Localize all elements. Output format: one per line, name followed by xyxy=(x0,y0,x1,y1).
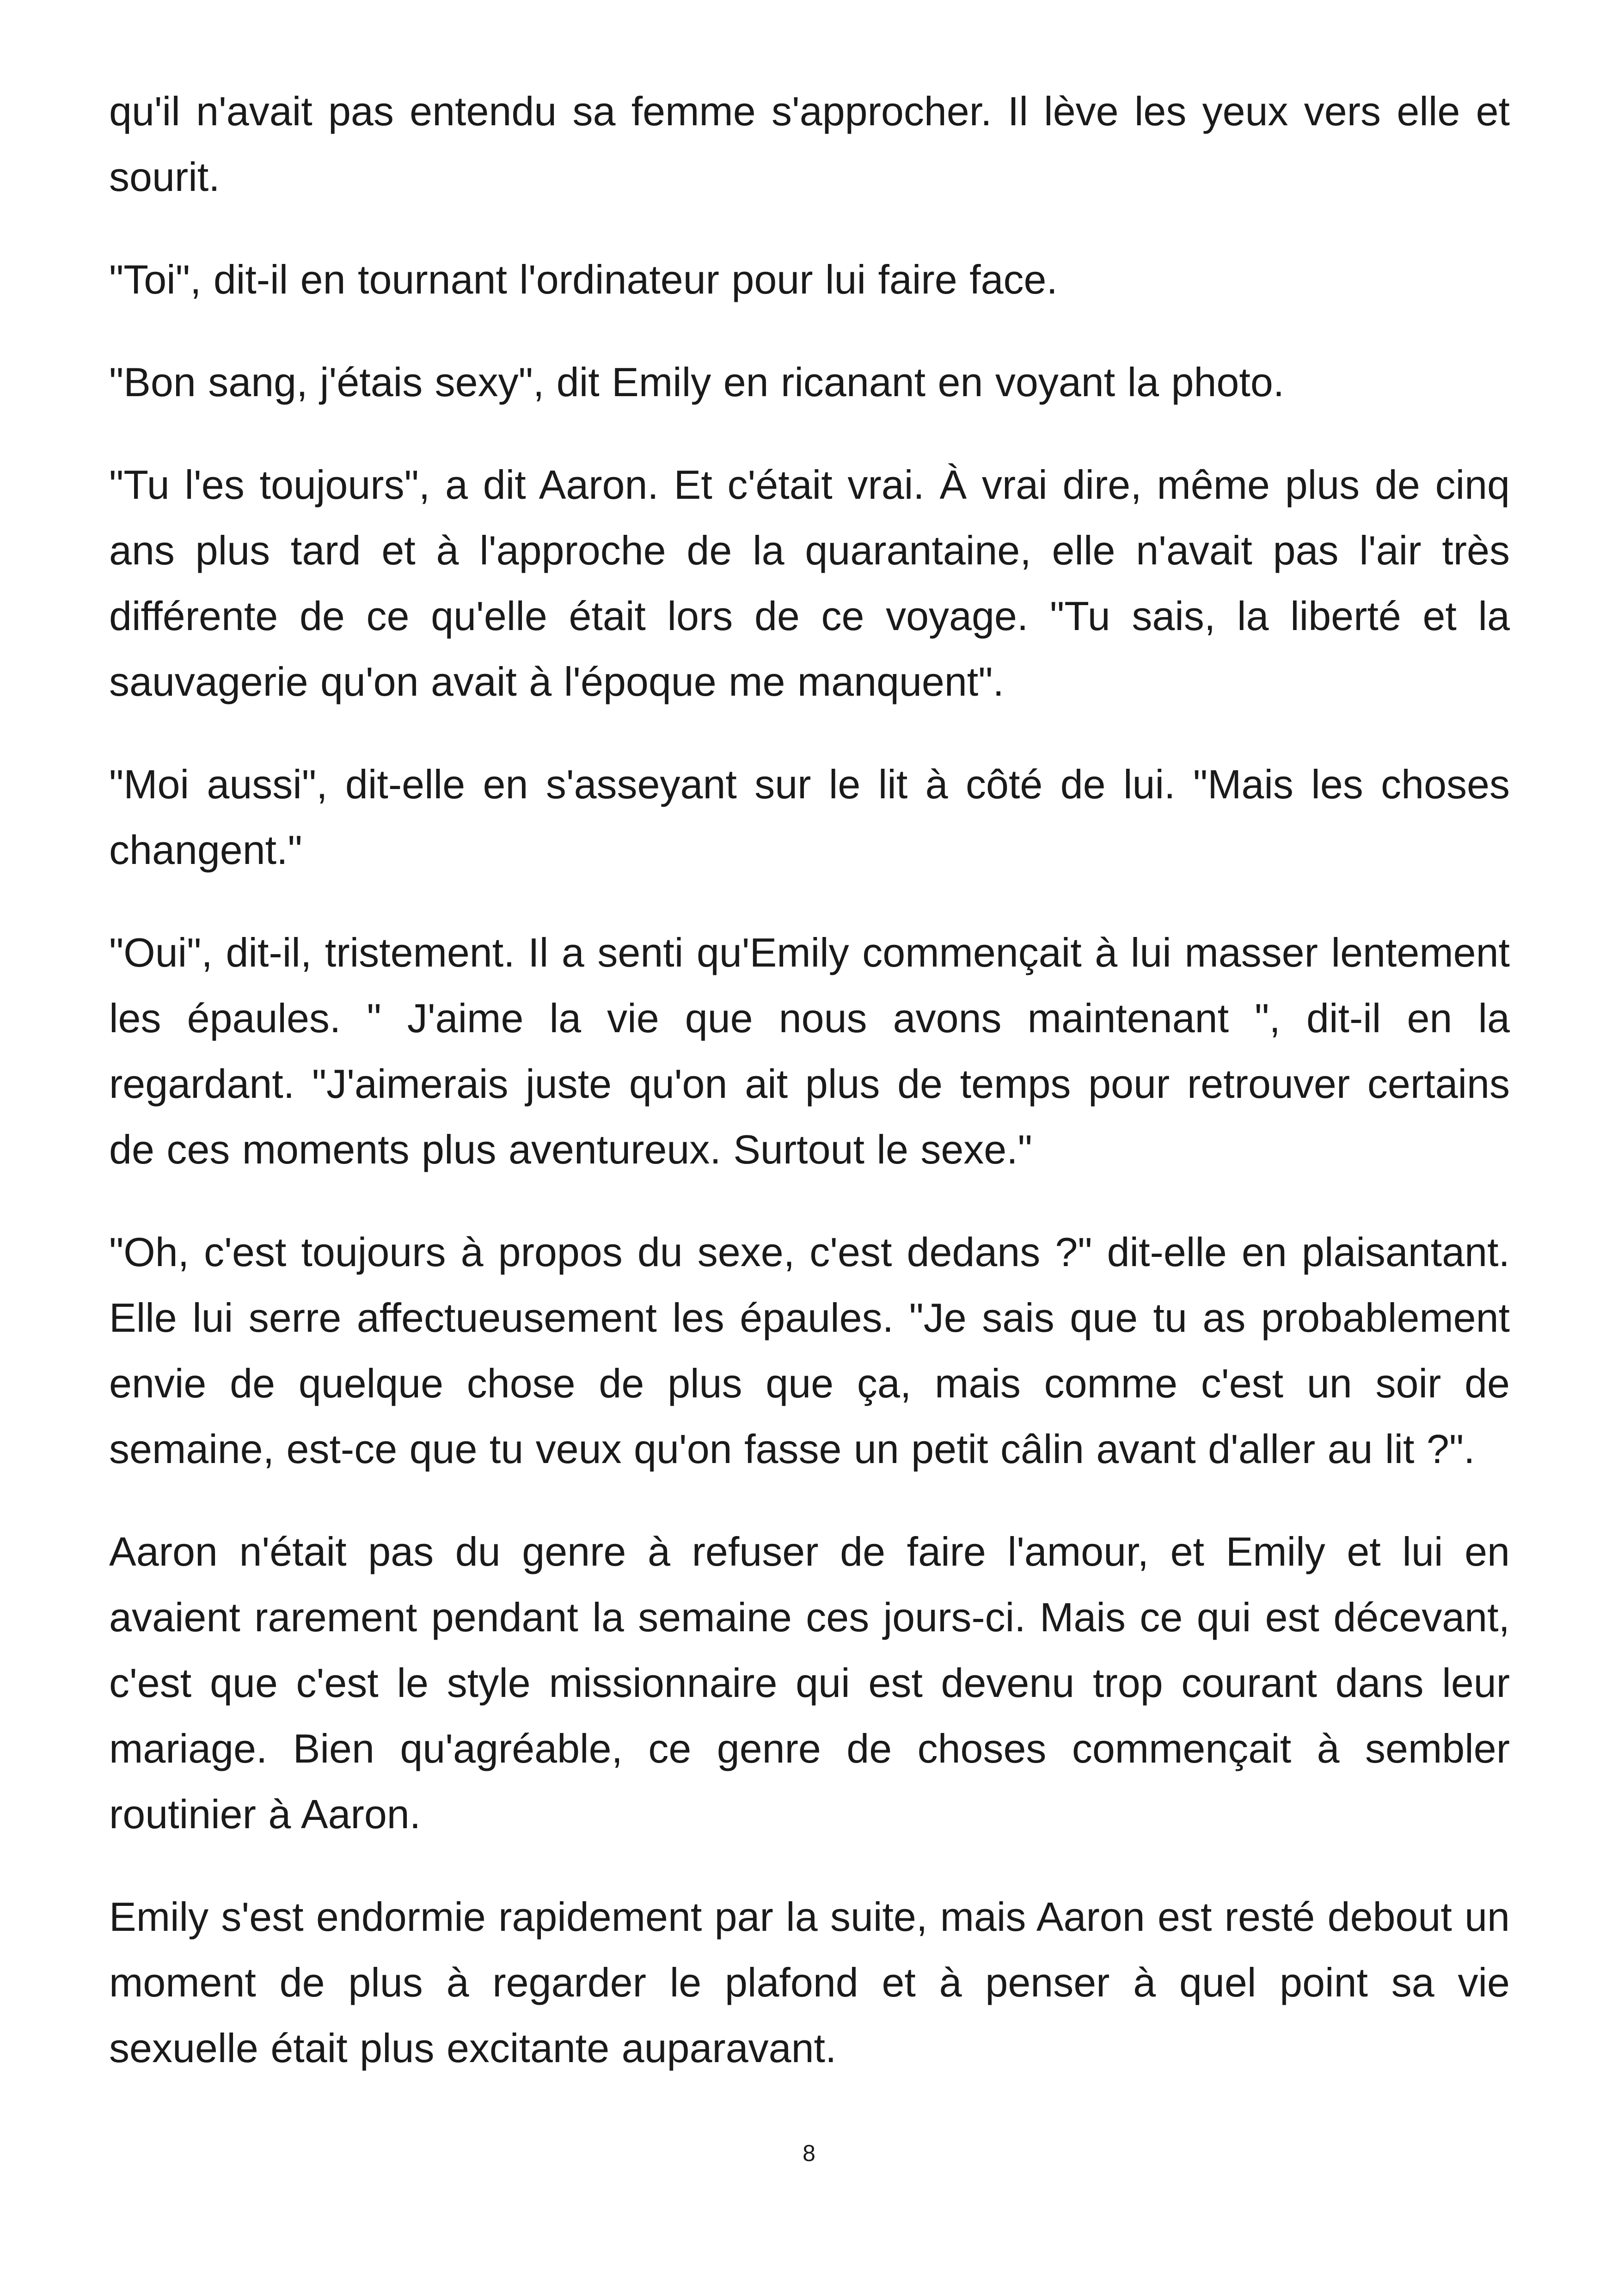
paragraph: "Oh, c'est toujours à propos du sexe, c'est dedans ?" dit-elle en plaisantant. Elle lui serre affectueusement les épaules. "Je sais que tu as probablement envie de quelque chose de plus que ça, mais comme c'est un soir de semaine, est-ce que tu veux qu'on fasse un petit câlin avant d'aller au lit ?". xyxy=(109,1229,1510,1472)
paragraph: "Toi", dit-il en tournant l'ordinateur pour lui faire face. xyxy=(109,257,1058,302)
page-body xyxy=(109,79,1510,2118)
paragraph: "Bon sang, j'étais sexy", dit Emily en ricanant en voyant la photo. xyxy=(109,359,1285,405)
paragraph: qu'il n'avait pas entendu sa femme s'approcher. Il lève les yeux vers elle et sourit. xyxy=(109,88,1510,200)
page-number: 8 xyxy=(803,2140,815,2166)
paragraph: "Oui", dit-il, tristement. Il a senti qu'Emily commençait à lui masser lentement les épaules. " J'aime la vie que nous avons maintenant ", dit-il en la regardant. "J'aimerais juste qu'on ait plus de temps pour retrouver certains de ces moments plus aventureux. Surtout le sexe." xyxy=(109,930,1510,1172)
paragraph: "Moi aussi", dit-elle en s'asseyant sur le lit à côté de lui. "Mais les choses changent." xyxy=(109,761,1510,873)
paragraph: Aaron n'était pas du genre à refuser de faire l'amour, et Emily et lui en avaient rarement pendant la semaine ces jours-ci. Mais ce qui est décevant, c'est que c'est le style missionnaire qui est devenu trop courant dans leur mariage. Bien qu'agréable, ce genre de choses commençait à sembler routinier à Aaron. xyxy=(109,1529,1510,1837)
paragraph: Emily s'est endormie rapidement par la suite, mais Aaron est resté debout un moment de plus à regarder le plafond et à penser à quel point sa vie sexuelle était plus excitante auparavant. xyxy=(109,1894,1510,2071)
paragraph: "Tu l'es toujours", a dit Aaron. Et c'était vrai. À vrai dire, même plus de cinq ans plus tard et à l'approche de la quarantaine, elle n'avait pas l'air très différente de ce qu'elle était lors de ce voyage. "Tu sais, la liberté et la sauvagerie qu'on avait à l'époque me manquent". xyxy=(109,462,1510,704)
